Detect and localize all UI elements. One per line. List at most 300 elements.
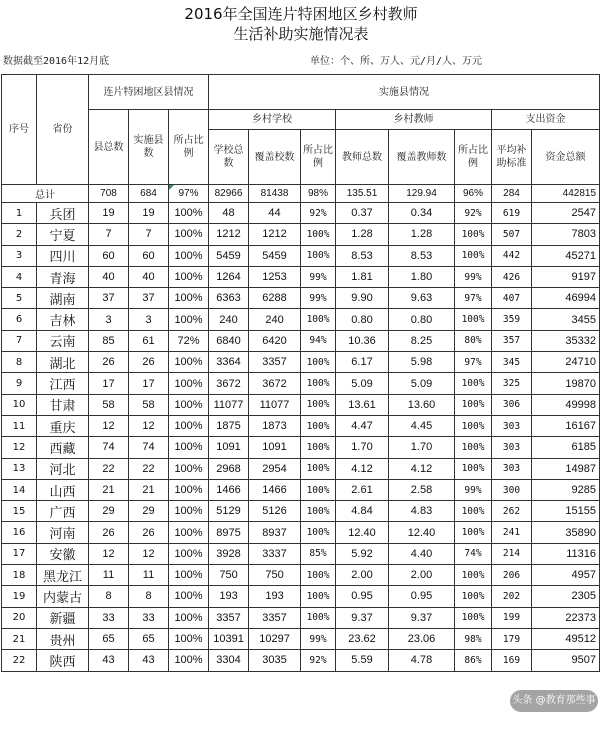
header-no: 序号 [2, 75, 37, 185]
avg-standard: 359 [492, 309, 532, 330]
table-row [2, 522, 600, 543]
fund-total: 6185 [532, 437, 600, 458]
row-no: 17 [2, 543, 37, 564]
county-total: 12 [89, 415, 129, 436]
table-row [2, 543, 600, 564]
teacher-total: 13.61 [336, 394, 389, 415]
schools-covered: 2954 [249, 458, 301, 479]
teacher-ratio: 92% [455, 203, 492, 224]
total-teachers-covered: 129.94 [389, 185, 455, 203]
teachers-covered: 5.98 [389, 352, 455, 373]
fund-total: 3455 [532, 309, 600, 330]
teacher-total: 6.17 [336, 352, 389, 373]
fund-total: 49998 [532, 394, 600, 415]
avg-standard: 179 [492, 628, 532, 649]
schools-covered: 3035 [249, 650, 301, 671]
county-ratio: 100% [169, 352, 209, 373]
teacher-ratio: 100% [455, 394, 492, 415]
province-name: 吉林 [37, 309, 89, 330]
table-row [2, 586, 600, 607]
table-row [2, 628, 600, 649]
school-total: 10391 [209, 628, 249, 649]
county-total: 29 [89, 501, 129, 522]
fund-total: 15155 [532, 501, 600, 522]
school-total: 6363 [209, 288, 249, 309]
row-no: 9 [2, 373, 37, 394]
teachers-covered: 12.40 [389, 522, 455, 543]
school-ratio: 100% [301, 394, 336, 415]
county-total: 37 [89, 288, 129, 309]
impl-counties: 22 [129, 458, 169, 479]
teachers-covered: 5.09 [389, 373, 455, 394]
teacher-total: 5.92 [336, 543, 389, 564]
avg-standard: 262 [492, 501, 532, 522]
schools-covered: 3672 [249, 373, 301, 394]
schools-covered: 1212 [249, 224, 301, 245]
school-total: 1212 [209, 224, 249, 245]
county-total: 33 [89, 607, 129, 628]
row-no: 10 [2, 394, 37, 415]
province-name: 湖北 [37, 352, 89, 373]
total-teachers: 135.51 [336, 185, 389, 203]
teachers-covered: 4.78 [389, 650, 455, 671]
county-ratio: 100% [169, 309, 209, 330]
total-covered: 81438 [249, 185, 301, 203]
schools-covered: 3357 [249, 607, 301, 628]
school-total: 5459 [209, 245, 249, 266]
header-county-total: 县总数 [89, 110, 129, 185]
total-label: 总计 [2, 185, 89, 203]
row-no: 1 [2, 203, 37, 224]
impl-counties: 3 [129, 309, 169, 330]
total-school-ratio: 98% [301, 185, 336, 203]
teacher-ratio: 98% [455, 628, 492, 649]
teacher-ratio: 80% [455, 330, 492, 351]
province-name: 重庆 [37, 415, 89, 436]
county-total: 8 [89, 586, 129, 607]
province-name: 云南 [37, 330, 89, 351]
row-no: 14 [2, 479, 37, 500]
subsidy-table [1, 74, 600, 672]
teachers-covered: 0.80 [389, 309, 455, 330]
impl-counties: 65 [129, 628, 169, 649]
row-no: 22 [2, 650, 37, 671]
header-school-total: 学校总数 [209, 130, 249, 185]
total-county-ratio: 97% [169, 185, 209, 203]
school-total: 3357 [209, 607, 249, 628]
table-row [2, 224, 600, 245]
teachers-covered: 0.95 [389, 586, 455, 607]
impl-counties: 37 [129, 288, 169, 309]
teacher-ratio: 100% [455, 586, 492, 607]
teachers-covered: 1.28 [389, 224, 455, 245]
teacher-ratio: 100% [455, 373, 492, 394]
school-ratio: 100% [301, 309, 336, 330]
impl-counties: 61 [129, 330, 169, 351]
avg-standard: 426 [492, 266, 532, 287]
county-ratio: 100% [169, 522, 209, 543]
province-name: 广西 [37, 501, 89, 522]
teacher-total: 1.70 [336, 437, 389, 458]
county-total: 22 [89, 458, 129, 479]
teacher-total: 1.28 [336, 224, 389, 245]
schools-covered: 6288 [249, 288, 301, 309]
teacher-ratio: 100% [455, 415, 492, 436]
row-no: 5 [2, 288, 37, 309]
county-total: 40 [89, 266, 129, 287]
header-teachers-covered: 覆盖教师数 [389, 130, 455, 185]
schools-covered: 5459 [249, 245, 301, 266]
total-fund: 442815 [532, 185, 600, 203]
schools-covered: 10297 [249, 628, 301, 649]
teacher-ratio: 100% [455, 245, 492, 266]
teacher-ratio: 97% [455, 352, 492, 373]
county-total: 11 [89, 565, 129, 586]
county-total: 19 [89, 203, 129, 224]
fund-total: 35332 [532, 330, 600, 351]
impl-counties: 21 [129, 479, 169, 500]
county-total: 21 [89, 479, 129, 500]
school-total: 240 [209, 309, 249, 330]
teacher-total: 2.00 [336, 565, 389, 586]
row-no: 12 [2, 437, 37, 458]
fund-total: 45271 [532, 245, 600, 266]
school-total: 8975 [209, 522, 249, 543]
school-ratio: 94% [301, 330, 336, 351]
school-total: 750 [209, 565, 249, 586]
province-name: 河北 [37, 458, 89, 479]
schools-covered: 1253 [249, 266, 301, 287]
row-no: 6 [2, 309, 37, 330]
avg-standard: 202 [492, 586, 532, 607]
avg-standard: 169 [492, 650, 532, 671]
table-row [2, 394, 600, 415]
school-ratio: 99% [301, 288, 336, 309]
school-total: 6840 [209, 330, 249, 351]
school-ratio: 100% [301, 565, 336, 586]
province-name: 兵团 [37, 203, 89, 224]
teacher-ratio: 99% [455, 479, 492, 500]
fund-total: 35890 [532, 522, 600, 543]
avg-standard: 345 [492, 352, 532, 373]
impl-counties: 43 [129, 650, 169, 671]
teachers-covered: 8.53 [389, 245, 455, 266]
school-total: 1091 [209, 437, 249, 458]
row-no: 7 [2, 330, 37, 351]
teachers-covered: 9.63 [389, 288, 455, 309]
school-total: 1466 [209, 479, 249, 500]
fund-total: 16167 [532, 415, 600, 436]
county-ratio: 100% [169, 650, 209, 671]
header-fund-total: 资金总额 [532, 130, 600, 185]
county-ratio: 100% [169, 565, 209, 586]
row-no: 16 [2, 522, 37, 543]
fund-total: 7803 [532, 224, 600, 245]
total-row [2, 185, 600, 203]
title-line-2: 生活补助实施情况表 [233, 25, 369, 43]
teacher-total: 10.36 [336, 330, 389, 351]
teacher-total: 1.81 [336, 266, 389, 287]
row-no: 20 [2, 607, 37, 628]
school-total: 1875 [209, 415, 249, 436]
fund-total: 24710 [532, 352, 600, 373]
impl-counties: 12 [129, 543, 169, 564]
teacher-total: 5.59 [336, 650, 389, 671]
school-ratio: 100% [301, 586, 336, 607]
impl-counties: 12 [129, 415, 169, 436]
teacher-ratio: 86% [455, 650, 492, 671]
header-province: 省份 [37, 75, 89, 185]
county-ratio: 100% [169, 628, 209, 649]
teachers-covered: 4.40 [389, 543, 455, 564]
county-ratio: 100% [169, 586, 209, 607]
impl-counties: 19 [129, 203, 169, 224]
schools-covered: 11077 [249, 394, 301, 415]
province-name: 西藏 [37, 437, 89, 458]
school-ratio: 100% [301, 458, 336, 479]
impl-counties: 74 [129, 437, 169, 458]
county-total: 26 [89, 522, 129, 543]
avg-standard: 407 [492, 288, 532, 309]
fund-total: 2547 [532, 203, 600, 224]
header-rural-teachers: 乡村教师 [336, 110, 492, 130]
school-total: 3928 [209, 543, 249, 564]
row-no: 19 [2, 586, 37, 607]
header-avg-standard: 平均补助标准 [492, 130, 532, 185]
county-ratio: 72% [169, 330, 209, 351]
teacher-ratio: 99% [455, 266, 492, 287]
header-school-ratio: 所占比例 [301, 130, 336, 185]
county-total: 12 [89, 543, 129, 564]
total-schools: 82966 [209, 185, 249, 203]
province-name: 宁夏 [37, 224, 89, 245]
table-row [2, 479, 600, 500]
schools-covered: 193 [249, 586, 301, 607]
total-avg: 284 [492, 185, 532, 203]
fund-total: 9285 [532, 479, 600, 500]
total-impl: 684 [129, 185, 169, 203]
county-total: 58 [89, 394, 129, 415]
teacher-total: 9.90 [336, 288, 389, 309]
province-name: 陕西 [37, 650, 89, 671]
row-no: 3 [2, 245, 37, 266]
avg-standard: 325 [492, 373, 532, 394]
watermark: 头条 @教育那些事 [510, 690, 598, 712]
county-ratio: 100% [169, 373, 209, 394]
row-no: 15 [2, 501, 37, 522]
unit-note: 单位：个、所、万人、元/月/人、万元 [310, 56, 483, 67]
teacher-total: 8.53 [336, 245, 389, 266]
county-ratio: 100% [169, 501, 209, 522]
table-row [2, 607, 600, 628]
teacher-total: 4.47 [336, 415, 389, 436]
avg-standard: 241 [492, 522, 532, 543]
table-row [2, 650, 600, 671]
teacher-ratio: 100% [455, 522, 492, 543]
teachers-covered: 1.70 [389, 437, 455, 458]
province-name: 新疆 [37, 607, 89, 628]
province-name: 河南 [37, 522, 89, 543]
county-total: 3 [89, 309, 129, 330]
teachers-covered: 23.06 [389, 628, 455, 649]
teacher-total: 4.84 [336, 501, 389, 522]
teachers-covered: 4.12 [389, 458, 455, 479]
table-row [2, 266, 600, 287]
avg-standard: 306 [492, 394, 532, 415]
school-total: 11077 [209, 394, 249, 415]
fund-total: 49512 [532, 628, 600, 649]
header-county-ratio: 所占比例 [169, 110, 209, 185]
county-ratio: 100% [169, 543, 209, 564]
county-ratio: 100% [169, 266, 209, 287]
teacher-total: 23.62 [336, 628, 389, 649]
county-ratio: 100% [169, 479, 209, 500]
header-teacher-total: 教师总数 [336, 130, 389, 185]
county-total: 43 [89, 650, 129, 671]
header-teacher-ratio: 所占比例 [455, 130, 492, 185]
impl-counties: 60 [129, 245, 169, 266]
school-total: 48 [209, 203, 249, 224]
schools-covered: 8937 [249, 522, 301, 543]
teacher-ratio: 100% [455, 501, 492, 522]
avg-standard: 214 [492, 543, 532, 564]
impl-counties: 8 [129, 586, 169, 607]
teacher-total: 12.40 [336, 522, 389, 543]
schools-covered: 3357 [249, 352, 301, 373]
fund-total: 46994 [532, 288, 600, 309]
impl-counties: 29 [129, 501, 169, 522]
county-ratio: 100% [169, 394, 209, 415]
teachers-covered: 4.45 [389, 415, 455, 436]
county-total: 7 [89, 224, 129, 245]
schools-covered: 750 [249, 565, 301, 586]
schools-covered: 1873 [249, 415, 301, 436]
school-total: 3304 [209, 650, 249, 671]
province-name: 甘肃 [37, 394, 89, 415]
teacher-total: 0.37 [336, 203, 389, 224]
impl-counties: 26 [129, 522, 169, 543]
schools-covered: 6420 [249, 330, 301, 351]
avg-standard: 303 [492, 437, 532, 458]
avg-standard: 619 [492, 203, 532, 224]
header-funds: 支出资金 [492, 110, 600, 130]
county-total: 85 [89, 330, 129, 351]
teacher-ratio: 97% [455, 288, 492, 309]
table-row [2, 458, 600, 479]
school-ratio: 100% [301, 522, 336, 543]
table-row [2, 501, 600, 522]
table-row [2, 437, 600, 458]
county-ratio: 100% [169, 437, 209, 458]
table-row [2, 352, 600, 373]
teachers-covered: 8.25 [389, 330, 455, 351]
school-total: 193 [209, 586, 249, 607]
province-name: 安徽 [37, 543, 89, 564]
avg-standard: 442 [492, 245, 532, 266]
teacher-ratio: 100% [455, 309, 492, 330]
school-ratio: 99% [301, 628, 336, 649]
county-ratio: 100% [169, 288, 209, 309]
school-ratio: 92% [301, 650, 336, 671]
fund-total: 9507 [532, 650, 600, 671]
teacher-ratio: 100% [455, 607, 492, 628]
province-name: 青海 [37, 266, 89, 287]
row-no: 11 [2, 415, 37, 436]
school-ratio: 100% [301, 607, 336, 628]
avg-standard: 303 [492, 415, 532, 436]
teachers-covered: 9.37 [389, 607, 455, 628]
school-total: 1264 [209, 266, 249, 287]
county-total: 65 [89, 628, 129, 649]
school-ratio: 100% [301, 479, 336, 500]
data-date-note: 数据截至2016年12月底 [3, 56, 110, 67]
school-ratio: 100% [301, 352, 336, 373]
province-name: 山西 [37, 479, 89, 500]
province-name: 江西 [37, 373, 89, 394]
school-total: 5129 [209, 501, 249, 522]
county-ratio: 100% [169, 203, 209, 224]
fund-total: 19870 [532, 373, 600, 394]
teachers-covered: 2.58 [389, 479, 455, 500]
schools-covered: 5126 [249, 501, 301, 522]
county-ratio: 100% [169, 607, 209, 628]
total-counties: 708 [89, 185, 129, 203]
header-rural-schools: 乡村学校 [209, 110, 336, 130]
province-name: 湖南 [37, 288, 89, 309]
total-teacher-ratio: 96% [455, 185, 492, 203]
fund-total: 22373 [532, 607, 600, 628]
teacher-total: 2.61 [336, 479, 389, 500]
county-ratio: 100% [169, 415, 209, 436]
avg-standard: 357 [492, 330, 532, 351]
header-group-counties: 连片特困地区县情况 [89, 75, 209, 110]
row-no: 2 [2, 224, 37, 245]
teachers-covered: 2.00 [389, 565, 455, 586]
fund-total: 14987 [532, 458, 600, 479]
impl-counties: 26 [129, 352, 169, 373]
county-total: 26 [89, 352, 129, 373]
county-ratio: 100% [169, 224, 209, 245]
school-ratio: 100% [301, 245, 336, 266]
school-total: 3364 [209, 352, 249, 373]
table-row [2, 309, 600, 330]
county-total: 17 [89, 373, 129, 394]
schools-covered: 1091 [249, 437, 301, 458]
county-total: 74 [89, 437, 129, 458]
impl-counties: 11 [129, 565, 169, 586]
county-ratio: 100% [169, 458, 209, 479]
province-name: 黑龙江 [37, 565, 89, 586]
teacher-ratio: 100% [455, 458, 492, 479]
avg-standard: 507 [492, 224, 532, 245]
school-ratio: 100% [301, 415, 336, 436]
table-row [2, 330, 600, 351]
teacher-total: 0.95 [336, 586, 389, 607]
school-ratio: 99% [301, 266, 336, 287]
teacher-ratio: 100% [455, 437, 492, 458]
teacher-ratio: 100% [455, 565, 492, 586]
teacher-total: 4.12 [336, 458, 389, 479]
header-impl-counties: 实施县数 [129, 110, 169, 185]
table-row [2, 565, 600, 586]
school-ratio: 92% [301, 203, 336, 224]
impl-counties: 17 [129, 373, 169, 394]
school-ratio: 100% [301, 373, 336, 394]
county-ratio: 100% [169, 245, 209, 266]
row-no: 21 [2, 628, 37, 649]
header-schools-covered: 覆盖校数 [249, 130, 301, 185]
table-row [2, 203, 600, 224]
